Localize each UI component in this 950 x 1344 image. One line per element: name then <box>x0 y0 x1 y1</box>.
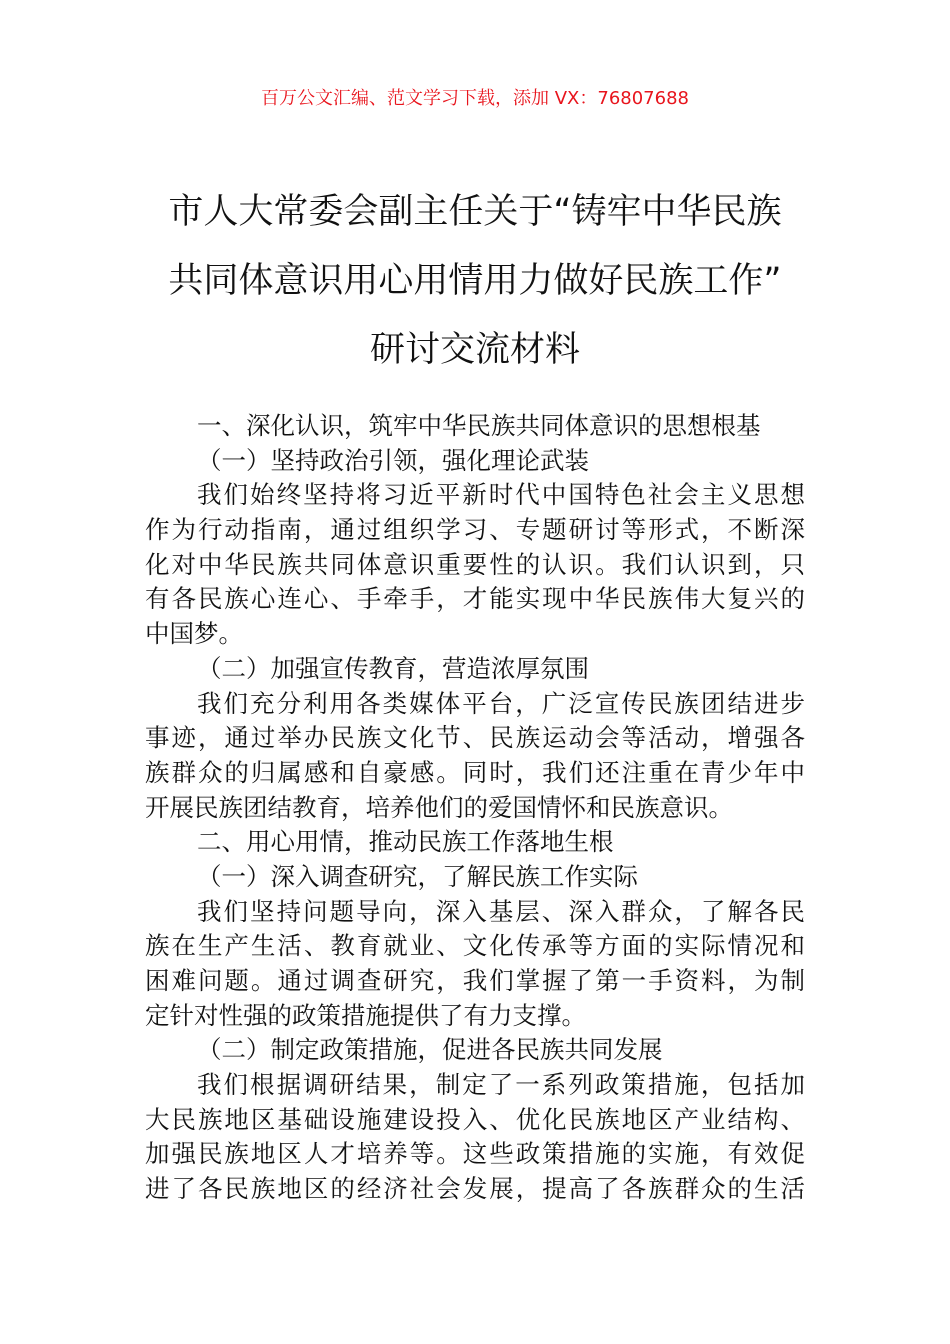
title-line: 研讨交流材料 <box>369 330 580 370</box>
paragraph-line: 进了各民族地区的经济社会发展，提高了各族群众的生活 <box>145 1174 805 1204</box>
section-heading: （一）深入调查研究，了解民族工作实际 <box>197 861 638 891</box>
section-heading: 二、用心用情，推动民族工作落地生根 <box>197 827 614 857</box>
paragraph <box>145 478 805 651</box>
section-heading: 一、深化认识，筑牢中华民族共同体意识的思想根基 <box>197 411 761 440</box>
paragraph <box>145 1068 805 1207</box>
paragraph-line: 我们始终坚持将习近平新时代中国特色社会主义思想 <box>197 480 805 510</box>
paragraph-line: 我们根据调研结果，制定了一系列政策措施，包括加 <box>197 1070 805 1100</box>
paragraph-line: 大民族地区基础设施建设投入、优化民族地区产业结构、 <box>145 1104 805 1134</box>
watermark-header: 百万公文汇编、范文学习下载，添加 VX：76807688 <box>261 88 689 109</box>
paragraph-line: 定针对性强的政策措施提供了有力支撑。 <box>145 1000 586 1030</box>
paragraph-line: 有各民族心连心、手牵手，才能实现中华民族伟大复兴的 <box>145 584 805 614</box>
paragraph-line: 困难问题。通过调查研究，我们掌握了第一手资料，为制 <box>145 966 805 995</box>
paragraph <box>145 687 805 826</box>
section-heading: （二）制定政策措施，促进各民族共同发展 <box>197 1035 663 1065</box>
document-title <box>0 178 950 385</box>
title-line: 市人大常委会副主任关于“铸牢中华民族 <box>168 192 782 232</box>
paragraph-line: 族群众的归属感和自豪感。同时，我们还注重在青少年中 <box>145 757 805 787</box>
paragraph-line: 作为行动指南，通过组织学习、专题研讨等形式，不断深 <box>145 515 805 545</box>
paragraph-line: 族在生产生活、教育就业、文化传承等方面的实际情况和 <box>145 931 805 961</box>
paragraph-line: 加强民族地区人才培养等。这些政策措施的实施，有效促 <box>145 1139 805 1169</box>
paragraph-line: 我们充分利用各类媒体平台，广泛宣传民族团结进步 <box>197 688 805 718</box>
paragraph-line: 事迹，通过举办民族文化节、民族运动会等活动，增强各 <box>145 723 805 753</box>
section-heading: （一）坚持政治引领，强化理论武装 <box>197 445 589 475</box>
title-line: 共同体意识用心用情用力做好民族工作” <box>168 261 782 301</box>
paragraph-line: 开展民族团结教育，培养他们的爱国情怀和民族意识。 <box>145 792 733 822</box>
document-body <box>145 409 805 1207</box>
paragraph-line: 中国梦。 <box>145 619 243 649</box>
paragraph-line: 化对中华民族共同体意识重要性的认识。我们认识到，只 <box>145 549 805 579</box>
paragraph <box>145 895 805 1034</box>
section-heading: （二）加强宣传教育，营造浓厚氛围 <box>197 653 589 683</box>
paragraph-line: 我们坚持问题导向，深入基层、深入群众，了解各民 <box>197 896 805 926</box>
